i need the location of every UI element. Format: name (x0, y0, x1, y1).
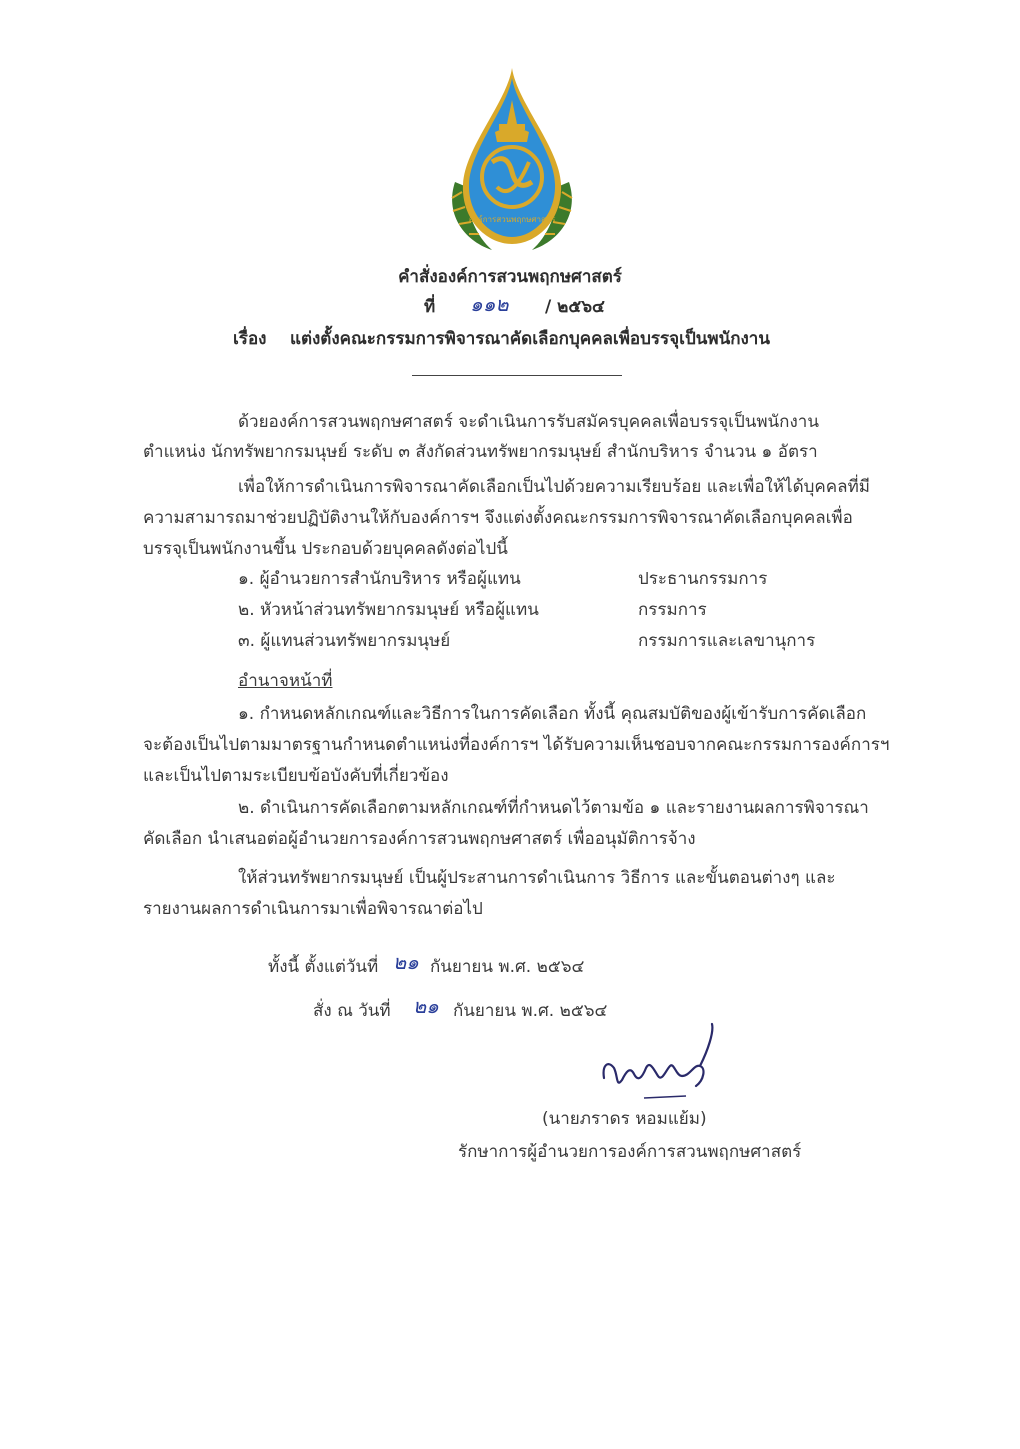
effective-date-suffix: กันยายน พ.ศ. ๒๕๖๔ (430, 957, 585, 977)
subject-label: เรื่อง (233, 329, 267, 349)
committee-member-name: ๑. ผู้อำนวยการสำนักบริหาร หรือผู้แทน (238, 569, 521, 589)
body-paragraph-3-line-2: รายงานผลการดำเนินการมาเพื่อพิจารณาต่อไป (143, 899, 483, 919)
header-divider (412, 375, 622, 376)
duty-2-line-2: คัดเลือก นำเสนอต่อผู้อำนวยการองค์การสวนพฤกษศาสตร์ เพื่ออนุมัติการจ้าง (143, 829, 696, 849)
subject-text: แต่งตั้งคณะกรรมการพิจารณาคัดเลือกบุคคลเพื่อบรรจุเป็นพนักงาน (290, 329, 770, 349)
committee-member-role: ประธานกรรมการ (638, 569, 768, 589)
order-date-suffix: กันยายน พ.ศ. ๒๕๖๔ (453, 1001, 608, 1021)
order-date-prefix: สั่ง ณ วันที่ (313, 1001, 391, 1021)
duty-heading: อำนาจหน้าที่ (238, 671, 333, 691)
committee-member-role: กรรมการ (638, 600, 707, 620)
svg-text:องค์การสวนพฤกษศาสตร์: องค์การสวนพฤกษศาสตร์ (468, 215, 556, 224)
committee-member-role: กรรมการและเลขานุการ (638, 631, 816, 651)
duty-1-line-1: ๑. กำหนดหลักเกณฑ์และวิธีการในการคัดเลือก ทั้งนี้ คุณสมบัติของผู้เข้ารับการคัดเลือก (238, 704, 867, 724)
effective-date-prefix: ทั้งนี้ ตั้งแต่วันที่ (268, 957, 379, 977)
duty-1-line-2: จะต้องเป็นไปตามมาตรฐานกำหนดตำแหน่งที่องค์การฯ ได้รับความเห็นชอบจากคณะกรรมการองค์การฯ (143, 735, 890, 755)
body-paragraph-1-line-1: ด้วยองค์การสวนพฤกษศาสตร์ จะดำเนินการรับสมัครบุคคลเพื่อบรรจุเป็นพนักงาน (238, 412, 819, 432)
order-number-handwritten: ๑๑๒ (470, 292, 509, 316)
order-number-prefix: ที่ (424, 297, 436, 317)
signatory-position: รักษาการผู้อำนวยการองค์การสวนพฤกษศาสตร์ (458, 1142, 802, 1162)
handwritten-signature (596, 1020, 726, 1100)
document-title: คำสั่งองค์การสวนพฤกษศาสตร์ (398, 267, 622, 287)
duty-1-line-3: และเป็นไปตามระเบียบข้อบังคับที่เกี่ยวข้อง (143, 766, 449, 786)
organization-logo-emblem (437, 62, 587, 258)
duty-2-line-1: ๒. ดำเนินการคัดเลือกตามหลักเกณฑ์ที่กำหนดไว้ตามข้อ ๑ และรายงานผลการพิจารณา (238, 798, 869, 818)
body-paragraph-3-line-1: ให้ส่วนทรัพยากรมนุษย์ เป็นผู้ประสานการดำเนินการ วิธีการ และขั้นตอนต่างๆ และ (238, 868, 836, 888)
committee-member-name: ๒. หัวหน้าส่วนทรัพยากรมนุษย์ หรือผู้แทน (238, 600, 539, 620)
body-paragraph-2-line-3: บรรจุเป็นพนักงานขึ้น ประกอบด้วยบุคคลดังต่อไปนี้ (143, 539, 508, 559)
committee-member-name: ๓. ผู้แทนส่วนทรัพยากรมนุษย์ (238, 631, 451, 651)
body-paragraph-2-line-2: ความสามารถมาช่วยปฏิบัติงานให้กับองค์การฯ จึงแต่งตั้งคณะกรรมการพิจารณาคัดเลือกบุคคลเพื่อ (143, 508, 853, 528)
order-date-day-handwritten: ๒๑ (413, 994, 439, 1018)
effective-date-day-handwritten: ๒๑ (393, 950, 419, 974)
body-paragraph-1-line-2: ตำแหน่ง นักทรัพยากรมนุษย์ ระดับ ๓ สังกัดส่วนทรัพยากรมนุษย์ สำนักบริหาร จำนวน ๑ อัตรา (143, 442, 818, 462)
order-number-year: / ๒๕๖๔ (545, 297, 605, 317)
body-paragraph-2-line-1: เพื่อให้การดำเนินการพิจารณาคัดเลือกเป็นไปด้วยความเรียบร้อย และเพื่อให้ได้บุคคลที่มี (238, 477, 870, 497)
signatory-name: (นายภราดร หอมแย้ม) (542, 1109, 707, 1129)
